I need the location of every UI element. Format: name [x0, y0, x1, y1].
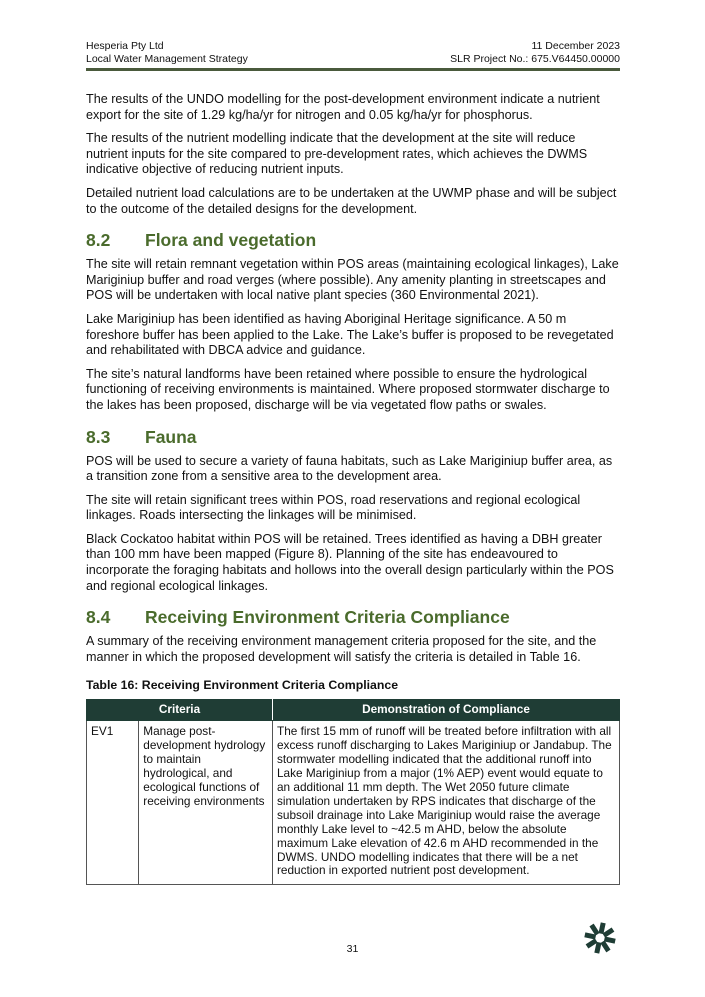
header-company: Hesperia Pty Ltd	[86, 40, 164, 52]
header-date: 11 December 2023	[531, 40, 620, 52]
header-doc-title: Local Water Management Strategy	[86, 53, 248, 65]
section-title: Receiving Environment Criteria Compliance	[145, 607, 510, 628]
criteria-description-cell: Manage post-development hydrology to maintain hydrological, and ecological functions of receiving environments	[139, 721, 273, 885]
section-number: 8.2	[86, 230, 111, 251]
criteria-compliance-table	[86, 699, 620, 885]
table-header-criteria: Criteria	[87, 700, 273, 721]
intro-paragraph-2: The results of the nutrient modelling indicate that the development at the site will reduce nutrient inputs for the site compared to pre-development rates, which achieves the DWMS indicative objective of reducing nutrient inputs.	[86, 131, 588, 177]
criteria-code-cell: EV1	[87, 721, 139, 885]
flora-paragraph-2: Lake Mariginiup has been identified as having Aboriginal Heritage significance. A 50 m foreshore buffer has been applied to the Lake. The Lake’s buffer is proposed to be revegetated and rehabilitated with DBCA advice and guidance.	[86, 311, 614, 358]
flora-paragraph-1: The site will retain remnant vegetation within POS areas (maintaining ecological linkages), Lake Mariginiup buffer and road verges (where possible). Any amenity planting in streetscapes and POS will be undertaken with local native plant species (360 Environmental 2021).	[86, 257, 619, 303]
fauna-paragraph-2: The site will retain significant trees within POS, road reservations and regional ecological linkages. Roads intersecting the linkages will be minimised.	[86, 492, 581, 523]
header-divider	[86, 68, 620, 71]
section-number: 8.3	[86, 426, 111, 447]
section-title: Fauna	[145, 426, 197, 447]
fauna-paragraph-1: POS will be used to secure a variety of fauna habitats, such as Lake Mariginiup buffer area, as a transition zone from a sensitive area to the development area.	[86, 453, 613, 484]
compliance-description-cell: The first 15 mm of runoff will be treated before infiltration with all excess runoff discharging to Lakes Mariginiup or Jandabup. The stormwater modelling indicated that the additional runoff into Lake Mariginiup from a major (1% AEP) event would equate to an additional 11 mm depth. The Wet 2050 future climate simulation undertaken by RPS indicates that discharge of the subsoil drainage into Lake Mariginiup would raise the average monthly Lake level to ~42.5 m AHD, below the absolute maximum Lake elevation of 42.6 m AHD recommended in the DWMS. UNDO modelling indicates that there will be a net reduction in exported nutrient post development.	[273, 721, 620, 885]
section-heading-receiving-environment	[86, 606, 620, 628]
receiving-paragraph-1: A summary of the receiving environment management criteria proposed for the site, and the manner in which the proposed development will satisfy the criteria is detailed in Table 16.	[86, 634, 597, 664]
table-row	[87, 721, 620, 885]
table-caption: Table 16: Receiving Environment Criteria Compliance	[86, 678, 399, 693]
page-header	[86, 40, 620, 66]
table-header-row	[87, 700, 620, 721]
intro-paragraph-1: The results of the UNDO modelling for the post-development environment indicate a nutrient export for the site of 1.29 kg/ha/yr for nitrogen and 0.05 kg/ha/yr for phosphorus.	[86, 92, 600, 122]
logo-marks	[584, 922, 615, 953]
flora-paragraph-3: The site’s natural landforms have been retained where possible to ensure the hydrological functioning of receiving environments is maintained. Where proposed stormwater discharge to the lakes has been proposed, discharge will be via vegetated flow paths or swales.	[86, 366, 610, 412]
intro-paragraph-3: Detailed nutrient load calculations are to be undertaken at the UWMP phase and will be subject to the outcome of the detailed designs for the development.	[86, 185, 617, 216]
slr-logo-icon	[583, 921, 617, 955]
section-title: Flora and vegetation	[145, 230, 317, 251]
section-heading-fauna	[86, 426, 620, 448]
header-project-number: SLR Project No.: 675.V64450.00000	[450, 53, 620, 65]
page-number: 31	[346, 943, 359, 955]
section-heading-flora	[86, 229, 620, 251]
table-header-compliance: Demonstration of Compliance	[273, 700, 620, 721]
page-body	[86, 92, 620, 885]
fauna-paragraph-3: Black Cockatoo habitat within POS will be retained. Trees identified as having a DBH greater than 100 mm have been mapped (Figure 8). Planning of the site has endeavoured to incorporate the foraging habitats and hollows into the overall design particularly within the POS and regional ecological linkages.	[86, 531, 614, 593]
section-number: 8.4	[86, 607, 111, 628]
